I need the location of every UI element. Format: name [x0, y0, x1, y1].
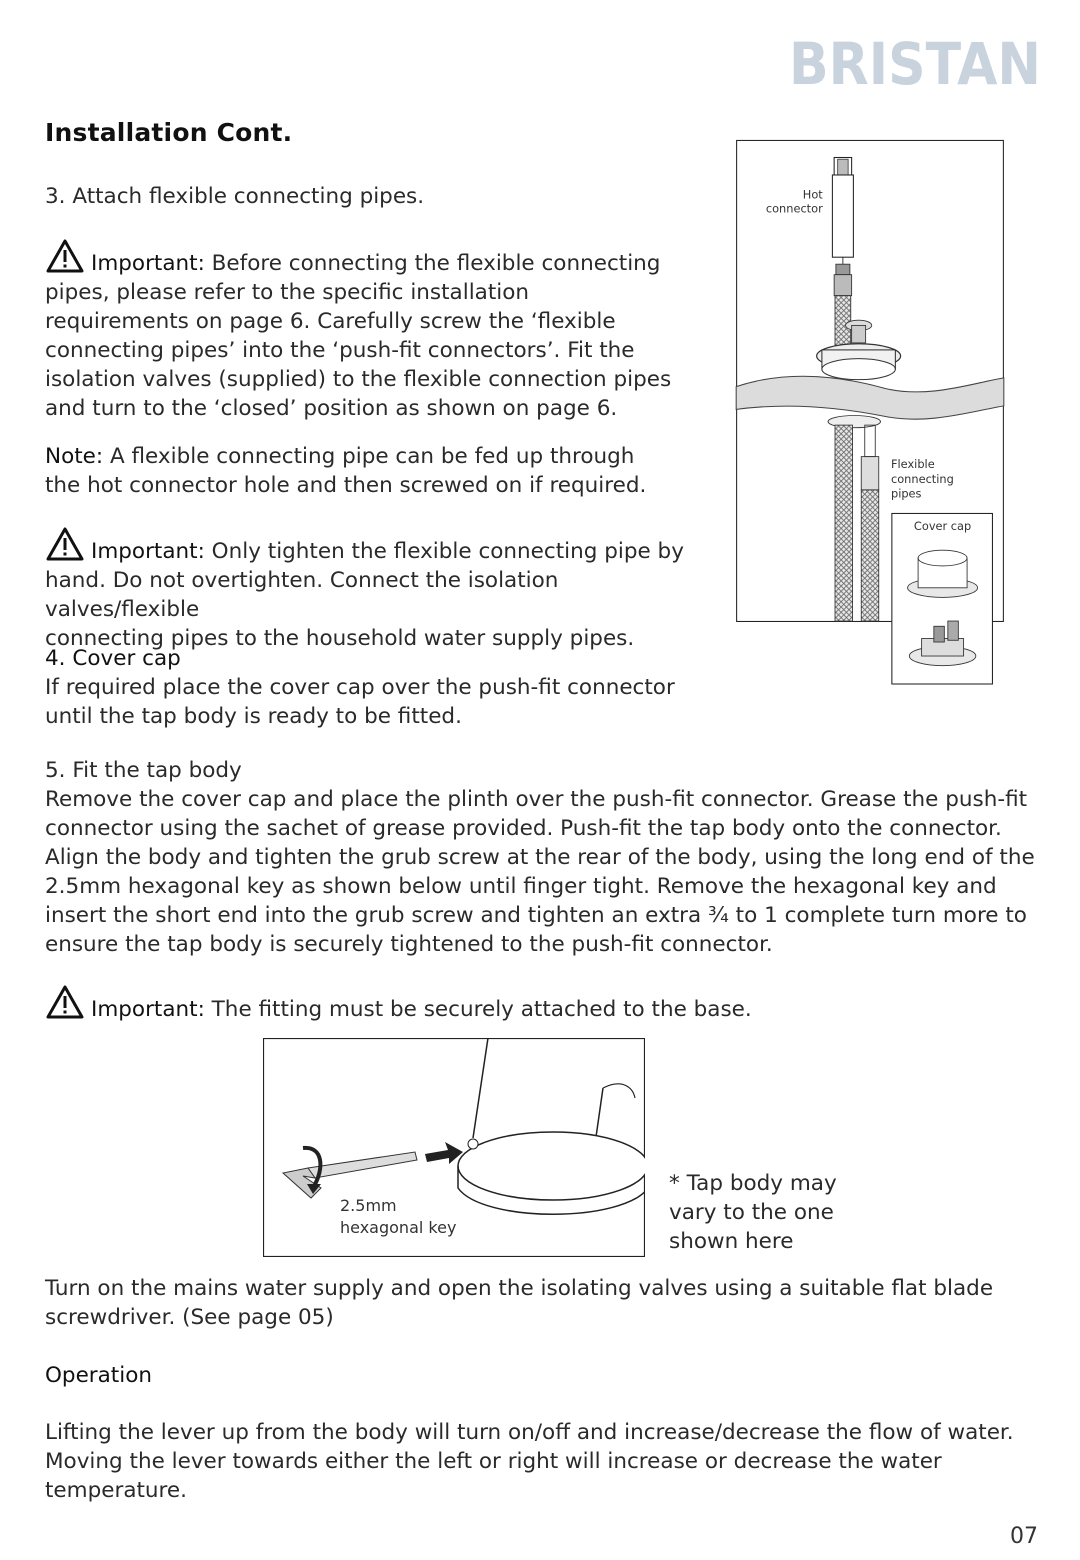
- important-1-label: Important:: [91, 251, 205, 276]
- operation-heading: Operation: [45, 1363, 152, 1388]
- step-3-text: Attach flexible connecting pipes.: [72, 184, 425, 209]
- hex-key-figure: [263, 1038, 645, 1257]
- important-note-3: [45, 984, 945, 1024]
- step-3: [45, 182, 424, 211]
- flex-label-1: Flexible: [890, 456, 935, 471]
- logo-text: BRISTAN: [789, 32, 1041, 94]
- page-number: 07: [1010, 1524, 1038, 1549]
- step-5-heading: [45, 756, 242, 785]
- bristan-logo: [788, 32, 1043, 94]
- cover-cap-label: Cover cap: [913, 519, 972, 534]
- flex-label-3: pipes: [890, 486, 922, 501]
- operation-text: Lifting the lever up from the body will turn on/off and increase/decrease the flow of water. Moving the lever towards either the left or right will increase or decrease the water temperature.: [45, 1420, 1014, 1503]
- step-5-number: 5.: [45, 758, 66, 783]
- step-4-text: If required place the cover cap over the push-fit connector until the tap body is ready to be fitted.: [45, 675, 675, 729]
- step-5-text: Remove the cover cap and place the plinth over the push-fit connector. Grease the push-fit connector using the sachet of grease provided. Push-fit the tap body onto the connector. Align the body and tighten the grub screw at the rear of the body, using the long end of the 2.5mm hexagonal key as shown below until finger tight. Remove the hexagonal key and insert the short end into the grub screw and tighten an extra ¾ to 1 complete turn more to ensure the tap body is securely tightened to the push-fit connector.: [45, 787, 1035, 957]
- figure-caption: * Tap body may vary to the one shown here: [669, 1171, 837, 1254]
- warning-icon: [45, 238, 85, 274]
- step-3-number: 3.: [45, 184, 66, 209]
- hot-label-1: Hot: [802, 187, 823, 202]
- important-note-2: [45, 526, 715, 653]
- cover-cap-inset: [892, 513, 993, 684]
- important-3-label: Important:: [91, 997, 205, 1022]
- page-title: Installation Cont.: [45, 118, 293, 147]
- note-paragraph: [45, 442, 705, 500]
- key-label-2: hexagonal key: [340, 1218, 457, 1237]
- connector-assembly-figure: [717, 140, 1023, 691]
- important-2-text: Only tighten the flexible connecting pipe by hand. Do not overtighten. Connect the isolation valves/flexible connecting pipes to the household water supply pipes.: [45, 539, 684, 651]
- important-1-text: Before connecting the flexible connecting pipes, please refer to the specific installation requirements on page 6. Carefully screw the ‘flexible connecting pipes’ into the ‘push-fit connectors’. Fit the isolation valves (supplied) to the flexible connection pipes and turn to the ‘closed’ position as shown on page 6.: [45, 251, 672, 421]
- flex-label-2: connecting: [890, 471, 954, 486]
- note-text: A flexible connecting pipe can be fed up through the hot connector hole and then screwed on if required.: [45, 444, 647, 498]
- hot-label-2: connector: [765, 201, 823, 216]
- important-2-label: Important:: [91, 539, 205, 564]
- key-label-1: 2.5mm: [340, 1196, 397, 1215]
- step-4-heading: 4. Cover cap: [45, 646, 181, 671]
- warning-icon: [45, 526, 85, 562]
- note-label: Note:: [45, 444, 104, 469]
- warning-icon: [45, 984, 85, 1020]
- mains-supply-text: Turn on the mains water supply and open the isolating valves using a suitable flat blade screwdriver. (See page 05): [45, 1276, 994, 1330]
- important-note-1: [45, 238, 705, 423]
- hot-connector-drawing: [832, 157, 853, 264]
- step-5-title: Fit the tap body: [72, 758, 242, 783]
- important-3-text: The fitting must be securely attached to the base.: [204, 997, 752, 1022]
